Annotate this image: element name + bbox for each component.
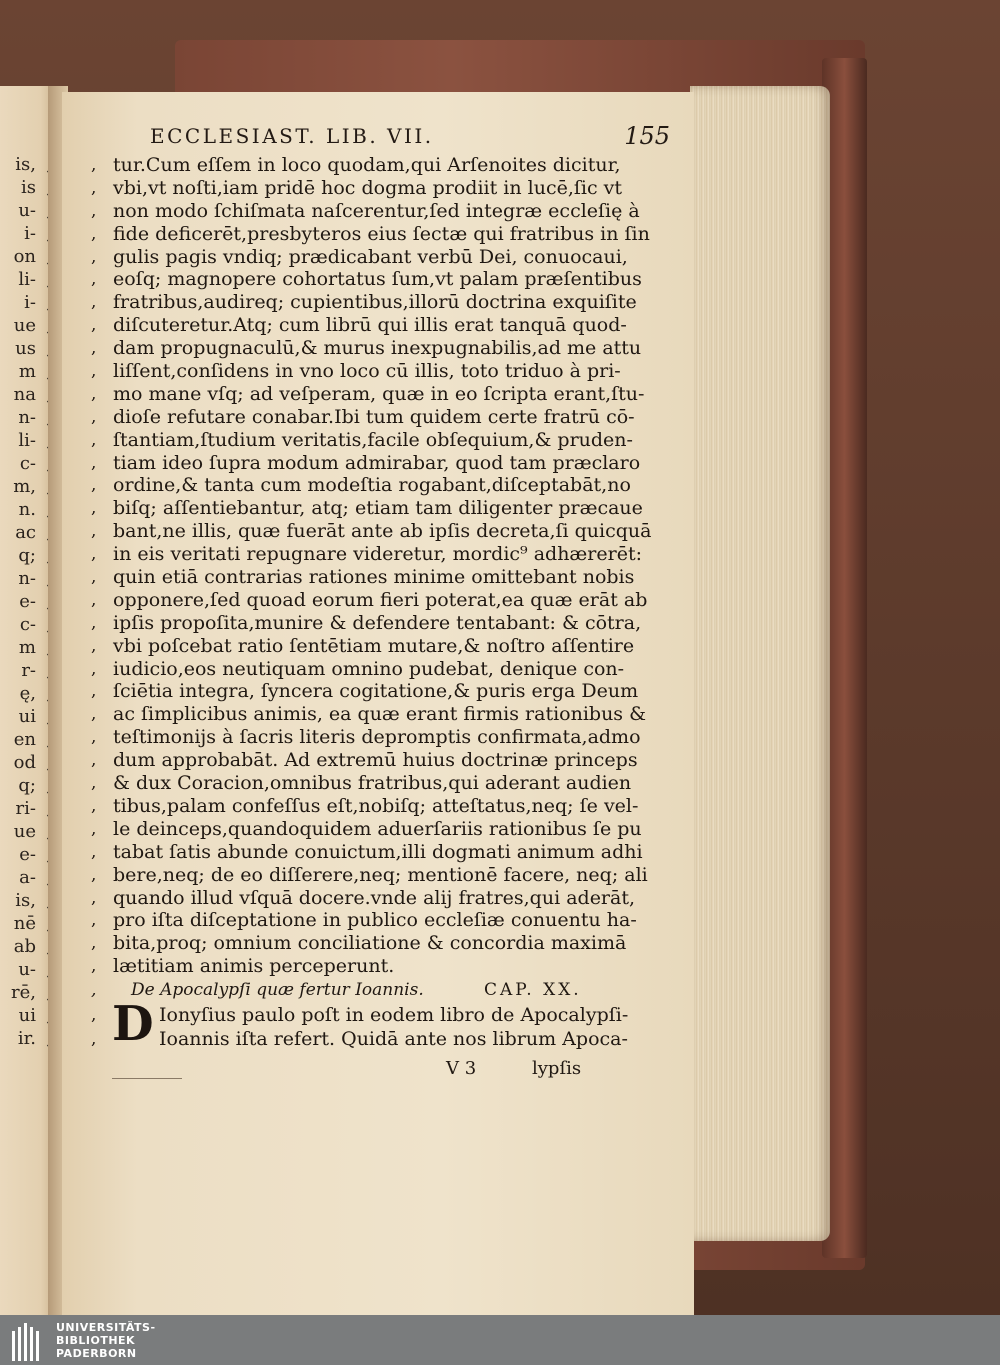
facing-page-fragment: li-: [18, 430, 36, 451]
line-text: & dux Coracion,omnibus fratribus,qui aderant audien: [113, 772, 632, 795]
text-line: [91, 268, 651, 291]
facing-page-fragment: ue: [13, 315, 36, 336]
facing-page-fragment: is,: [15, 154, 36, 175]
facing-page-fragment: u-: [18, 959, 36, 980]
text-line: [91, 772, 651, 795]
catchword: lypſis: [532, 1058, 582, 1079]
facing-page-fragment: li-: [18, 269, 36, 290]
body-text: [91, 154, 651, 978]
facing-page-fragment: is: [21, 177, 36, 198]
facing-page-fragment: is,: [15, 890, 36, 911]
quote-mark: ,: [91, 223, 97, 244]
text-line: [91, 360, 651, 383]
facing-page-fragment: ac: [15, 522, 36, 543]
chapter-number: CAP. XX.: [484, 980, 582, 1000]
facing-page-fragment: od: [13, 752, 36, 773]
facing-page-fragment: q;: [18, 775, 36, 796]
line-text: tiam ideo ſupra modum admirabar, quod tam præclaro: [113, 451, 641, 474]
quote-mark: ,: [91, 980, 97, 1000]
facing-page-fragment: ui: [18, 706, 36, 727]
line-text: mo mane vſq; ad veſperam, quæ in eo ſcripta erant,ſtu-: [113, 382, 645, 405]
facing-page-fragment: n-: [18, 407, 36, 428]
facing-page-fragment: i-: [24, 223, 36, 244]
line-text: tibus,palam confeſſus eſt,nobiſq; atteſtatus,neq; ſe vel-: [113, 794, 639, 817]
quote-mark: ,: [91, 933, 97, 954]
quote-mark: ,: [91, 704, 97, 725]
line-text: bita,proq; omnium conciliatione & concordia maximā: [113, 932, 627, 955]
book-page: [62, 92, 694, 1315]
line-text: fide deficerēt,presbyteros eius ſectæ qui fratribus in ſin: [113, 222, 650, 245]
facing-page-fragment: c-: [19, 614, 36, 635]
line-text: liſſent,conſidens in vno loco cū illis, toto triduo à pri-: [113, 360, 621, 383]
line-text: in eis veritati repugnare videretur, mordic⁹ adhærerēt:: [113, 543, 642, 566]
facing-page-fragment: u-: [18, 200, 36, 221]
page-header: [150, 122, 670, 154]
facing-page-fragment: na: [13, 384, 36, 405]
text-line: [91, 726, 651, 749]
quote-mark: ,: [91, 750, 97, 771]
line-text: ordine,& tanta cum modeſtia rogabant,diſceptabāt,no: [113, 474, 631, 497]
line-text: bant,ne illis, quæ fuerāt ante ab ipſis decreta,ſi quicquā: [113, 520, 652, 543]
line-text: Ionyſius paulo poſt in eodem libro de Apocalypſi-: [159, 1004, 629, 1026]
text-line: [91, 566, 651, 589]
text-line: [91, 406, 651, 429]
text-line: [91, 818, 651, 841]
quote-mark: ,: [91, 246, 97, 267]
line-text: dam propugnaculū,& murus inexpugnabilis,ad me attu: [113, 337, 642, 360]
library-logo-line: PADERBORN: [56, 1347, 137, 1360]
quote-mark: ,: [91, 773, 97, 794]
library-logo-line: UNIVERSITÄTS-: [56, 1321, 156, 1334]
facing-page-fragment: ę,: [19, 683, 36, 704]
quote-mark: ,: [91, 567, 97, 588]
line-text: eoſq; magnopere cohortatus ſum,vt palam præſentibus: [113, 268, 642, 291]
facing-page-fragment: us: [15, 338, 36, 359]
facing-page-fragment: ir.: [17, 1028, 36, 1049]
line-text: vbi,vt noſti,iam pridē hoc dogma prodiit in lucē,ſic vt: [113, 176, 623, 199]
signature-mark: V 3: [446, 1058, 477, 1079]
quote-mark: ,: [91, 269, 97, 290]
line-text: biſq; aſſentiebantur, atq; etiam tam diligenter præcaue: [113, 497, 643, 520]
text-line: [91, 291, 651, 314]
line-text: pro iſta diſceptatione in publico eccleſiæ conuentu ha-: [113, 909, 637, 932]
quote-mark: ,: [91, 727, 97, 748]
library-logo-line: BIBLIOTHEK: [56, 1334, 136, 1347]
chapter-title: De Apocalypſi quæ fertur Ioannis.: [131, 980, 424, 1000]
quote-mark: ,: [91, 292, 97, 313]
facing-page-fragment: c-: [19, 453, 36, 474]
line-text: ac ſimplicibus animis, ea quæ erant firmis rationibus &: [113, 703, 647, 726]
quote-mark: ,: [91, 544, 97, 565]
line-text: quando illud vſquā docere.vnde alij fratres,qui aderāt,: [113, 886, 636, 909]
text-line: [91, 703, 651, 726]
line-text: vbi poſcebat ratio ſentētiam mutare,& noſtro aſſentire: [113, 634, 635, 657]
facing-page-fragment: q;: [18, 545, 36, 566]
facing-page-fragment: en: [13, 729, 36, 750]
line-text: ipſis propoſita,munire & defendere tentabant: & cōtra,: [113, 611, 642, 634]
line-text: opponere,ſed quoad eorum fieri poterat,ea quæ erāt ab: [113, 588, 648, 611]
quote-mark: ,: [91, 315, 97, 336]
quote-mark: ,: [91, 795, 97, 816]
line-text: le deinceps,quandoquidem aduerſariis rationibus ſe pu: [113, 817, 642, 840]
facing-page-fragment: n-: [18, 568, 36, 589]
line-text: dum approbabāt. Ad extremū huius doctrinæ princeps: [113, 749, 638, 772]
line-text: diſcuteretur.Atq; cum librū qui illis erat tanquā quod-: [113, 314, 627, 337]
quote-mark: ,: [91, 1005, 97, 1025]
text-line: [91, 841, 651, 864]
line-text: teſtimonijs à ſacris literis depromptis confirmata,admo: [113, 726, 641, 749]
facing-page-fragment: on: [13, 246, 36, 267]
chapter-text-line: [91, 1028, 651, 1051]
text-line: [91, 795, 651, 818]
text-line: [91, 543, 651, 566]
text-line: [91, 200, 651, 223]
chapter-heading: [91, 980, 651, 1004]
facing-page-fragment: a-: [19, 867, 36, 888]
line-text: iudicio,eos neutiquam omnino pudebat, denique con-: [113, 657, 625, 680]
quote-mark: ,: [91, 521, 97, 542]
quote-mark: ,: [91, 635, 97, 656]
quote-mark: ,: [91, 658, 97, 679]
line-text: lætitiam animis perceperunt.: [113, 955, 395, 978]
facing-page-fragment: m: [18, 361, 36, 382]
facing-page-fragment: m,: [13, 476, 36, 497]
facing-page-fragment: nē: [13, 913, 36, 934]
quote-mark: ,: [91, 338, 97, 359]
text-line: [91, 749, 651, 772]
quote-mark: ,: [91, 841, 97, 862]
facing-page-fragment: ab: [13, 936, 36, 957]
facing-page-fragment: ue: [13, 821, 36, 842]
text-line: [91, 520, 651, 543]
quote-mark: ,: [91, 887, 97, 908]
text-line: [91, 154, 651, 177]
text-line: [91, 589, 651, 612]
text-line: [91, 497, 651, 520]
text-line: [91, 955, 651, 978]
facing-page-fragment: e-: [19, 844, 36, 865]
text-line: [91, 246, 651, 269]
quote-mark: ,: [91, 818, 97, 839]
quote-mark: ,: [91, 612, 97, 633]
text-line: [91, 612, 651, 635]
line-text: ſtantiam,ſtudium veritatis,facile obſequium,& pruden-: [113, 428, 633, 451]
facing-page-fragment: i-: [24, 292, 36, 313]
line-text: quin etiā contrarias rationes minime omittebant nobis: [113, 566, 635, 589]
drop-cap: D: [112, 996, 154, 1052]
chapter-text-line: [91, 1004, 651, 1027]
text-line: [91, 909, 651, 932]
running-head: ECCLESIAST. LIB. VII.: [150, 124, 434, 148]
text-line: [91, 383, 651, 406]
quote-mark: ,: [91, 681, 97, 702]
facing-page-fragment: r-: [21, 660, 36, 681]
line-text: tabat ſatis abunde conuictum,illi dogmati animum adhi: [113, 840, 643, 863]
library-logo-bar: [0, 1315, 1000, 1365]
facing-page-fragment: rē,: [11, 982, 36, 1003]
text-line: [91, 932, 651, 955]
quote-mark: ,: [91, 383, 97, 404]
page-block-edges: [690, 86, 830, 1241]
quote-mark: ,: [91, 406, 97, 427]
footer-rule: [112, 1078, 182, 1079]
quote-mark: ,: [91, 200, 97, 221]
quote-mark: ,: [91, 475, 97, 496]
line-text: gulis pagis vndiq; prædicabant verbū Dei, conuocaui,: [113, 245, 628, 268]
text-line: [91, 223, 651, 246]
text-line: [91, 658, 651, 681]
quote-mark: ,: [91, 361, 97, 382]
quote-mark: ,: [91, 956, 97, 977]
text-line: [91, 887, 651, 910]
facing-page-fragment: ri-: [15, 798, 36, 819]
line-text: tur.Cum eſſem in loco quodam,qui Arſenoites dicitur,: [113, 154, 621, 176]
quote-mark: ,: [91, 452, 97, 473]
line-text: dioſe refutare conabar.Ibi tum quidem certe fratrū cō-: [113, 405, 635, 428]
line-text: Ioannis iſta refert. Quidā ante nos librum Apoca-: [159, 1028, 628, 1050]
library-logo-icon: [12, 1323, 46, 1361]
text-line: [91, 864, 651, 887]
text-line: [91, 474, 651, 497]
text-line: [91, 635, 651, 658]
line-text: bere,neq; de eo diſſerere,neq; mentionē facere, neq; ali: [113, 863, 648, 886]
facing-page-fragment: m: [18, 637, 36, 658]
facing-page-fragment: n.: [18, 499, 36, 520]
line-text: ſciētia integra, ſyncera cogitatione,& puris erga Deum: [113, 680, 639, 703]
page-number: 155: [624, 122, 670, 150]
quote-mark: ,: [91, 1029, 97, 1049]
facing-page-fragment: ui: [18, 1005, 36, 1026]
facing-page-fragment: e-: [19, 591, 36, 612]
line-text: non modo ſchiſmata naſcerentur,ſed integræ eccleſię à: [113, 199, 640, 222]
quote-mark: ,: [91, 177, 97, 198]
text-line: [91, 337, 651, 360]
line-text: fratribus,audireq; cupientibus,illorū doctrina exquiſite: [113, 291, 637, 314]
quote-mark: ,: [91, 155, 97, 175]
text-line: [91, 429, 651, 452]
library-logo-text: [56, 1321, 156, 1360]
quote-mark: ,: [91, 864, 97, 885]
text-line: [91, 680, 651, 703]
quote-mark: ,: [91, 498, 97, 519]
text-line: [91, 452, 651, 475]
quote-mark: ,: [91, 589, 97, 610]
quote-mark: ,: [91, 910, 97, 931]
text-line: [91, 177, 651, 200]
quote-mark: ,: [91, 429, 97, 450]
text-line: [91, 314, 651, 337]
